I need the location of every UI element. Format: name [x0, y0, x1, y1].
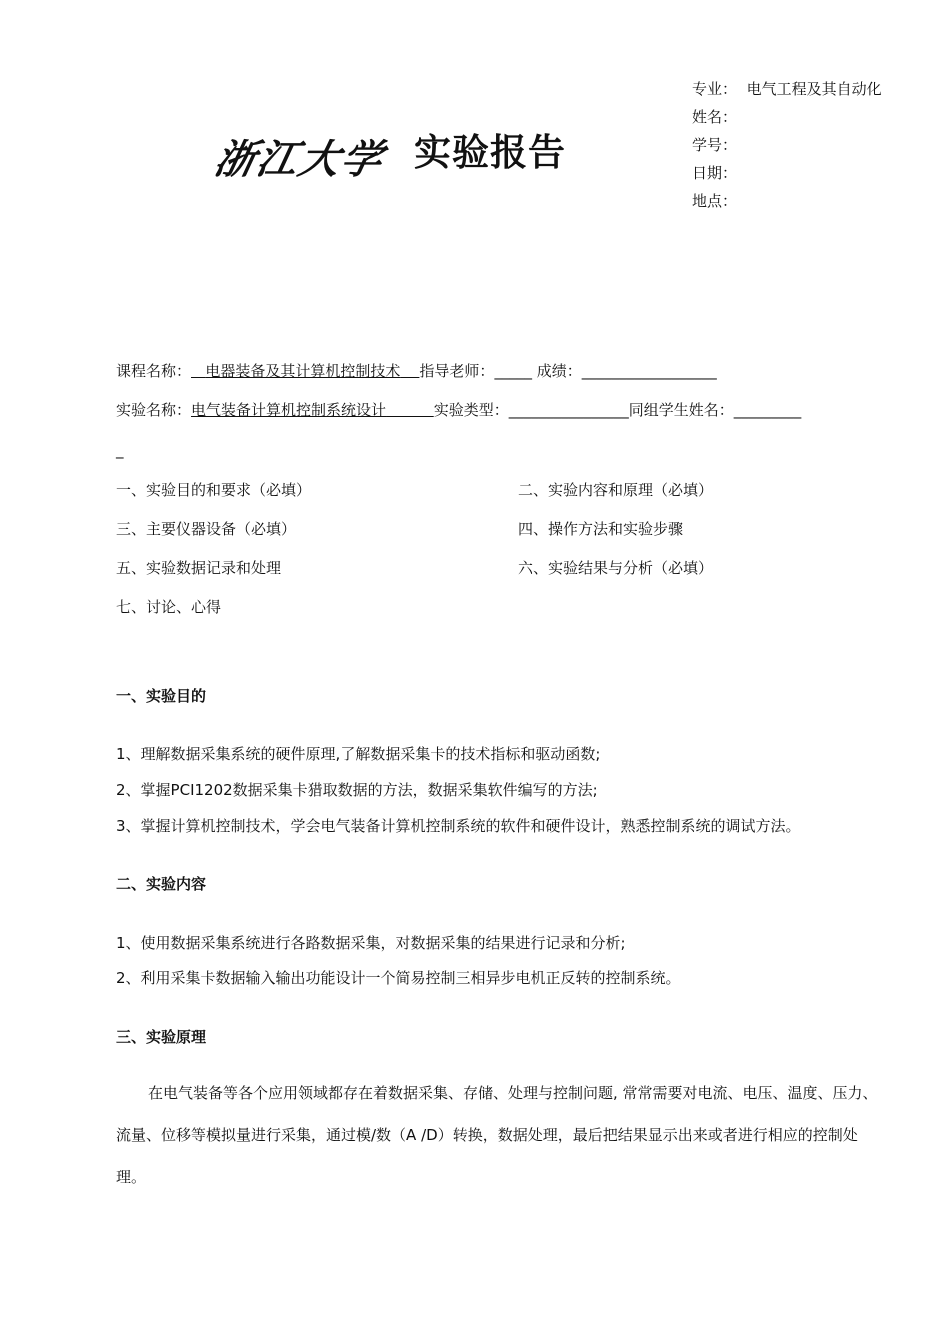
- name-label: 姓名：: [692, 108, 738, 126]
- experiment-line-overflow: _: [116, 441, 124, 459]
- grade-label: 成绩：: [536, 362, 582, 380]
- grade-blank: __________________: [581, 362, 717, 380]
- student-id-label: 学号：: [692, 136, 738, 154]
- major-value: 电气工程及其自动化: [746, 80, 882, 98]
- date-label: 日期：: [692, 164, 738, 182]
- report-title: 实验报告: [414, 131, 566, 174]
- major-row: [692, 75, 882, 103]
- teacher-blank: _____: [494, 362, 532, 380]
- content-item-1: 1、使用数据采集系统进行各路数据采集，对数据采集的结果进行记录和分析;: [116, 934, 626, 952]
- purpose-item-2: 2、掌握PCI1202数据采集卡猎取数据的方法，数据采集软件编写的方法;: [116, 781, 598, 799]
- course-label: 课程名称：: [116, 362, 192, 380]
- university-logo: 浙江大学: [210, 136, 389, 183]
- major-label: 专业：: [692, 80, 738, 98]
- section-heading-content: 二、实验内容: [116, 875, 207, 893]
- principle-paragraph: 在电气装备等各个应用领域都存在着数据采集、存储、处理与控制问题, 常常需要对电流、电压、温度、压力、流量、位移等模拟量进行采集，通过模/数（A /D）转换，数据处理，最后把结果显示出来或者进行相应的控制处理。: [116, 1084, 878, 1186]
- course-value: 电器装备及其计算机控制技术: [205, 362, 401, 380]
- purpose-item-3: 3、掌握计算机控制技术，学会电气装备计算机控制系统的软件和硬件设计，熟悉控制系统的调试方法。: [116, 817, 801, 835]
- group-members-label: 同组学生姓名：: [628, 401, 734, 419]
- section-heading-principle: 三、实验原理: [116, 1028, 207, 1046]
- toc-item-6: 六、实验结果与分析（必填）: [518, 559, 714, 577]
- purpose-item-1: 1、理解数据采集系统的硬件原理,了解数据采集卡的技术指标和驱动函数;: [116, 745, 601, 763]
- experiment-name-value: 电气装备计算机控制系统设计: [191, 401, 387, 419]
- experiment-line: [116, 399, 801, 420]
- teacher-label: 指导老师：: [419, 362, 495, 380]
- toc-item-5: 五、实验数据记录和处理: [116, 559, 282, 577]
- course-line: [116, 360, 717, 381]
- experiment-type-label: 实验类型：: [433, 401, 509, 419]
- experiment-type-blank: ________________: [508, 401, 629, 419]
- toc-item-1: 一、实验目的和要求（必填）: [116, 481, 312, 499]
- toc-item-2: 二、实验内容和原理（必填）: [518, 481, 714, 499]
- toc-item-3: 三、主要仪器设备（必填）: [116, 520, 297, 538]
- group-members-blank: _________: [733, 401, 802, 419]
- toc-item-4: 四、操作方法和实验步骤: [518, 520, 684, 538]
- content-item-2: 2、利用采集卡数据输入输出功能设计一个简易控制三相异步电机正反转的控制系统。: [116, 969, 681, 987]
- experiment-name-label: 实验名称：: [116, 401, 192, 419]
- toc-item-7: 七、讨论、心得: [116, 598, 222, 616]
- place-label: 地点：: [692, 192, 738, 210]
- section-heading-purpose: 一、实验目的: [116, 687, 207, 705]
